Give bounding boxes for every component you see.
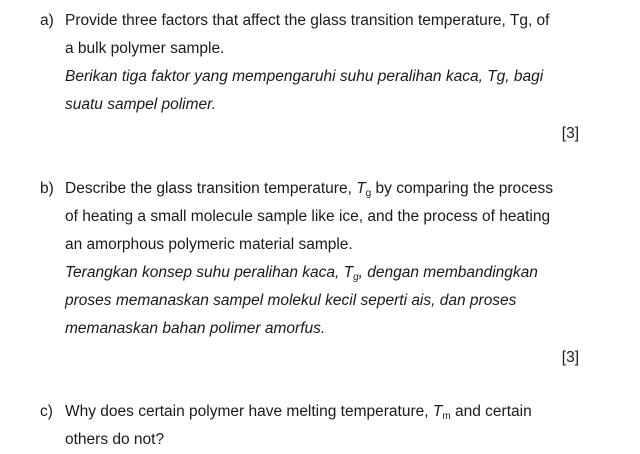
question-b-malay-line-2: proses memanaskan sampel molekul kecil seperti ais, dan proses [65,292,517,309]
question-b-malay-line-1-post: , dengan membandingkan [358,264,538,281]
tg-subscript-malay: g [353,272,359,283]
question-a-english-line-1: Provide three factors that affect the glass transition temperature, Tg, of [65,12,550,29]
question-b-english-line-2: of heating a small molecule sample like ice, and the process of heating [65,208,551,225]
question-b-english-line-3: an amorphous polymeric material sample. [65,236,353,253]
tm-symbol: T [432,403,443,420]
question-a-malay-line-2: suatu sampel polimer. [65,96,217,113]
question-c-english-line-1-post: and certain [450,403,532,420]
tg-subscript: g [365,188,372,199]
question-a-english-line-2: a bulk polymer sample. [65,40,225,57]
question-b-english-line-1 [65,175,605,203]
question-c-english-line-1 [65,398,605,426]
question-b-body [65,175,605,343]
tg-symbol: T [356,180,366,197]
question-b-malay-line-1-pre: Terangkan konsep suhu peralihan kaca, [65,264,344,281]
question-b-malay-line-1 [65,259,605,287]
question-b-english-line-1-post: by comparing the process [371,180,554,197]
question-c-english-line-2: others do not? [65,431,165,448]
question-a-malay-line-1: Berikan tiga faktor yang mempengaruhi suhu peralihan kaca, Tg, bagi [65,68,544,85]
question-b-marks: [3] [561,349,579,366]
question-b-english-line-1-pre: Describe the glass transition temperature, [65,180,357,197]
question-b-letter: b) [40,180,54,197]
question-b-malay-line-3: memanaskan bahan polimer amorfus. [65,320,326,337]
question-a-letter: a) [40,12,54,29]
question-a-marks: [3] [561,125,579,142]
question-c-english-line-1-pre: Why does certain polymer have melting temperature, [65,403,433,420]
tm-subscript: m [442,411,451,422]
question-a-body [65,7,605,119]
tg-symbol-malay: T [343,264,354,281]
question-c-letter: c) [40,403,53,420]
